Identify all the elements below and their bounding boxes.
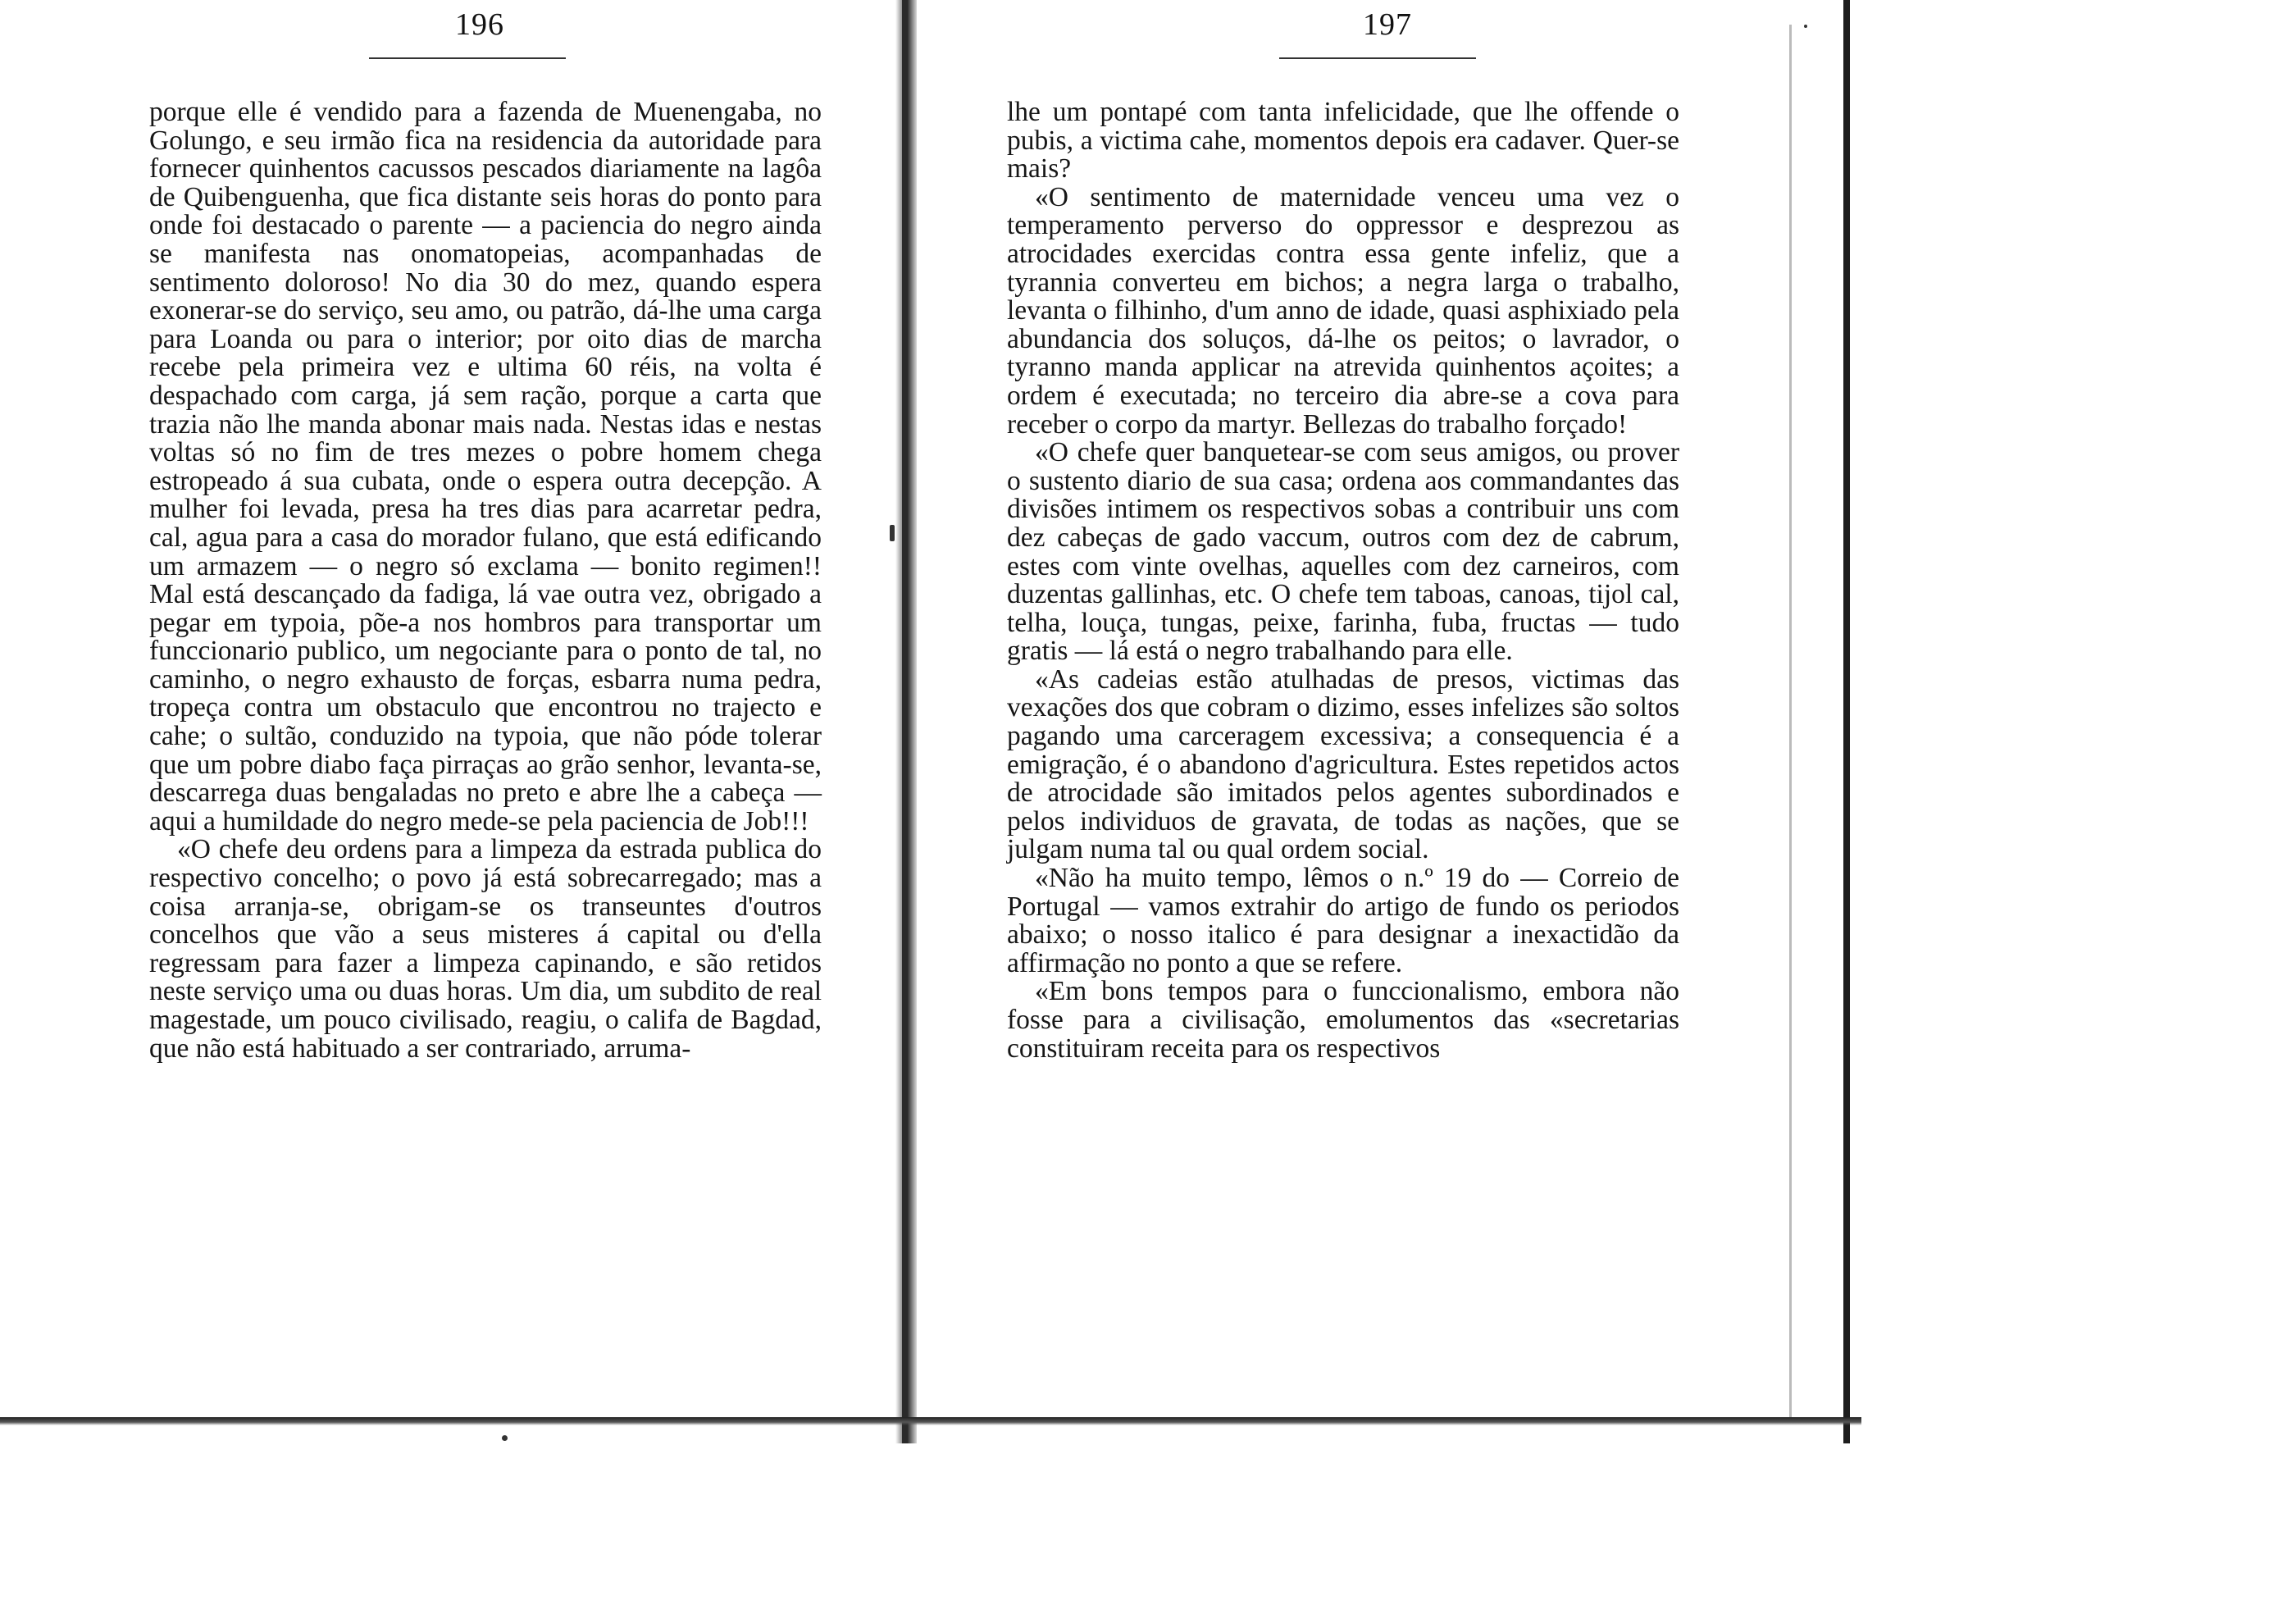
right-paragraph-3: «O chefe quer banquetear-se com seus amigos, ou prover o sustento diario de sua casa; ordena aos commandantes das divisões intimem os respectivos sobas a contribuir uns com dez cabeças de gado vaccum, outros com dez de cabrum, estes com vinte ovelhas, aquelles com dez carneiros, com duzentas gallinhas, etc. O chefe tem taboas, canoas, tijol cal, telha, louça, tungas, peixe, farinha, fuba, fructas — tudo gratis — lá está o negro trabalhando para elle. [1007,437,1679,667]
left-paragraph-2: «O chefe deu ordens para a limpeza da estrada publica do respectivo concelho; o povo já está sobrecarregado; mas a coisa arranja-se, obrigam-se os transeuntes d'outros concelhos que vão a seus misteres á capital ou d'ella regressam para fazer a limpeza capinando, e são retidos neste serviço uma ou duas horas. Um dia, um subdito de real magestade, um pouco civilisado, reagiu, o califa de Bagdad, que não está habituado a ser contrariado, arruma- [149,834,822,1064]
page-edge-bottom [0,1417,1861,1425]
right-page-text [1007,98,1679,1063]
left-page-number: 196 [455,7,504,42]
right-page-number: 197 [1363,7,1412,42]
scan-speck [890,525,895,541]
right-paragraph-5: «Não ha muito tempo, lêmos o n.º 19 do — Correio de Portugal — vamos extrahir do artigo de fundo os periodos abaixo; o nosso italico é para designar a inexactidão da affirmação no ponto a que se refere. [1007,863,1679,978]
left-page-header-rule [369,57,566,59]
page-edge-shadow [1789,25,1792,1419]
left-paragraph-1: porque elle é vendido para a fazenda de Muenengaba, no Golungo, e seu irmão fica na residencia da autoridade para fornecer quinhentos cacussos pescados diariamente na lagôa de Quibenguenha, que fica distante seis horas do ponto para onde foi destacado o parente — a paciencia do negro ainda se manifesta nas onomatopeias, acompanhadas de sentimento doloroso! No dia 30 do mez, quando espera exonerar-se do serviço, seu amo, ou patrão, dá-lhe uma carga para Loanda ou para o interior; por oito dias de marcha recebe pela primeira vez e ultima 60 réis, na volta é despachado com carga, já sem ração, porque a carta que trazia não lhe manda abonar mais nada. Nestas idas e nestas voltas só no fim de tres mezes o pobre homem chega estropeado á sua cubata, onde o espera outra decepção. A mulher foi levada, presa ha tres dias para acarretar pedra, cal, agua para a casa do morador fulano, que está edificando um armazem — o negro só exclama — bonito regimen!! Mal está descançado da fadiga, lá vae outra vez, obrigado a pegar em typoia, põe-a nos hombros para transportar um funccionario publico, um negociante para o ponto de tal, no caminho, o negro exhausto de forças, esbarra numa pedra, tropeça contra um obstaculo que encontrou no trajecto e cahe; o sultão, conduzido na typoia, que não póde tolerar que um pobre diabo faça pirraças ao grão senhor, levanta-se, descarrega duas bengaladas no preto e abre lhe a cabeça — aqui a humildade do negro mede-se pela paciencia de Job!!! [149,97,822,837]
binding-line [902,0,907,1443]
right-paragraph-4: «As cadeias estão atulhadas de presos, victimas das vexações dos que cobram o dizimo, esses infelizes são soltos pagando uma carceragem excessiva; a consequencia é a emigração, é o abandono d'agricultura. Estes repetidos actos de atrocidade são imitados pelos agentes subordinados e pelos individuos de gravata, de todas as nações, que se julgam numa tal ou qual ordem social. [1007,663,1679,865]
right-paragraph-2: «O sentimento de maternidade venceu uma vez o temperamento perverso do oppressor e desprezou as atrocidades exercidas contra essa gente infeliz, que a tyrannia converteu em bichos; a negra larga o trabalho, levanta o filhinho, d'um anno de idade, quasi asphixiado pela abundancia dos soluços, dá-lhe os peitos; o lavrador, o tyranno manda applicar na atrevida quinhentos açoites; a ordem é executada; no terceiro dia abre-se a cova para receber o corpo da martyr. Bellezas do trabalho forçado! [1007,181,1679,440]
right-paragraph-1: lhe um pontapé com tanta infelicidade, que lhe offende o pubis, a victima cahe, momentos depois era cadaver. Quer-se mais? [1007,97,1679,185]
right-paragraph-6: «Em bons tempos para o funccionalismo, embora não fosse para a civilisação, emolumentos das «secretarias constituiram receita para os respectivos [1007,976,1679,1064]
left-page-text [149,98,822,1063]
right-page-header-rule [1279,57,1476,59]
page-edge-right [1843,0,1850,1443]
scan-speck [1804,25,1807,28]
scan-speck [502,1435,508,1441]
